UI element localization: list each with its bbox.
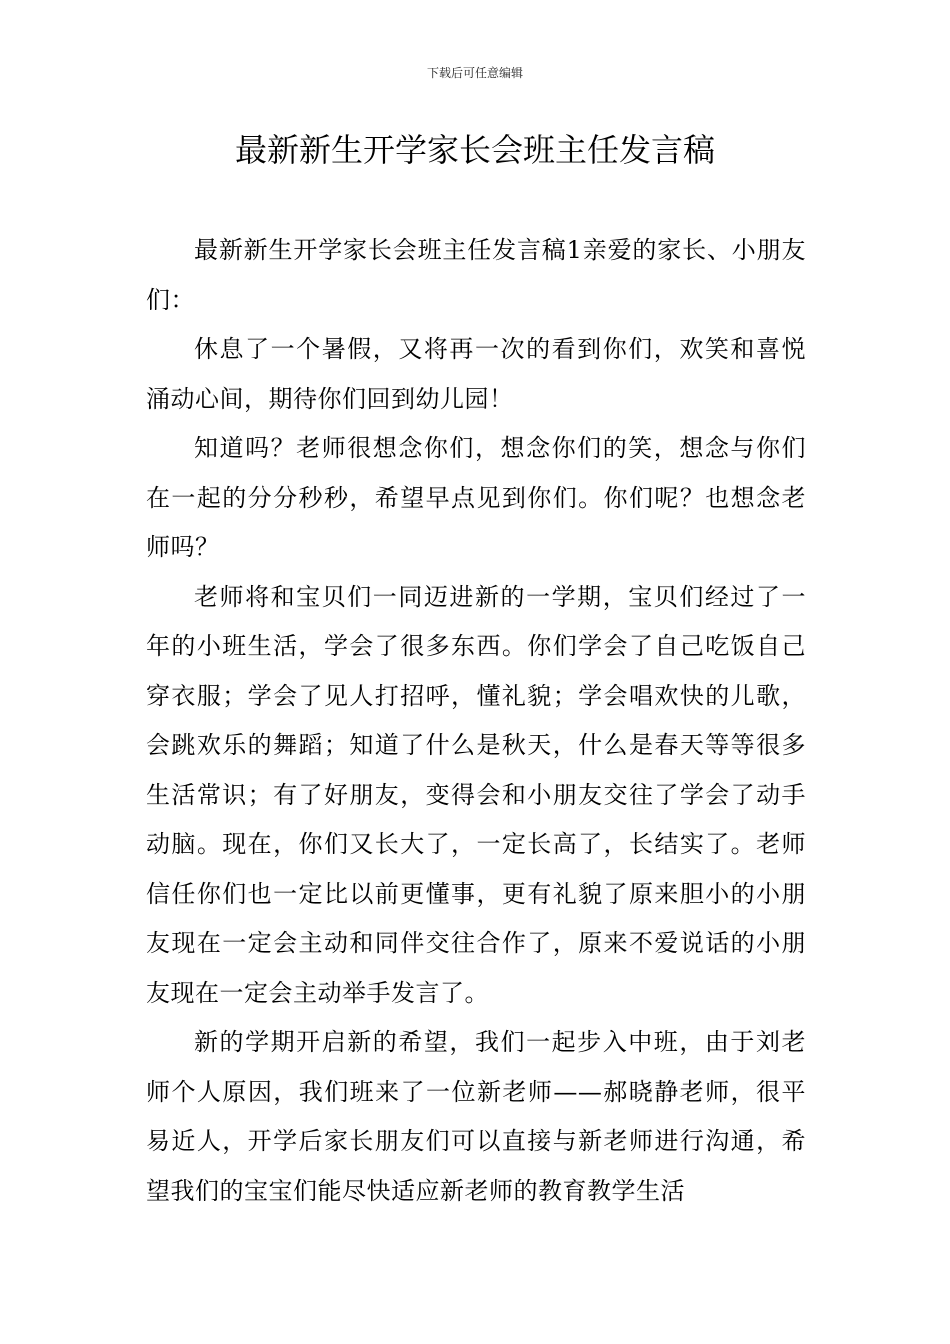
paragraph-greeting: 最新新生开学家长会班主任发言稿1亲爱的家长、小朋友们： [146,236,806,314]
document-body [146,226,806,1216]
header-note: 下载后可任意编辑 [426,66,523,80]
paragraph-growth: 老师将和宝贝们一同迈进新的一学期，宝贝们经过了一年的小班生活，学会了很多东西。你们学会了自己吃饭自己穿衣服；学会了见人打招呼，懂礼貌；学会唱欢快的儿歌，会跳欢乐的舞蹈；知道了什么是秋天，什么是春天等等很多生活常识；有了好朋友，变得会和小朋友交往了学会了动手动脑。现在，你们又长大了，一定长高了，长结实了。老师信任你们也一定比以前更懂事，更有礼貌了原来胆小的小朋友现在一定会主动和同伴交往合作了，原来不爱说话的小朋友现在一定会主动举手发言了。 [146,582,806,1007]
paragraph-new-term: 新的学期开启新的希望，我们一起步入中班，由于刘老师个人原因，我们班来了一位新老师——郝晓静老师，很平易近人，开学后家长朋友们可以直接与新老师进行沟通，希望我们的宝宝们能尽快适应新老师的教育教学生活 [146,1028,806,1205]
paragraph-welcome: 休息了一个暑假，又将再一次的看到你们，欢笑和喜悦涌动心间，期待你们回到幼儿园！ [146,335,806,413]
paragraph-miss-you: 知道吗？老师很想念你们，想念你们的笑，想念与你们在一起的分分秒秒，希望早点见到你们。你们呢？也想念老师吗？ [146,434,806,561]
document-title: 最新新生开学家长会班主任发言稿 [234,131,715,169]
